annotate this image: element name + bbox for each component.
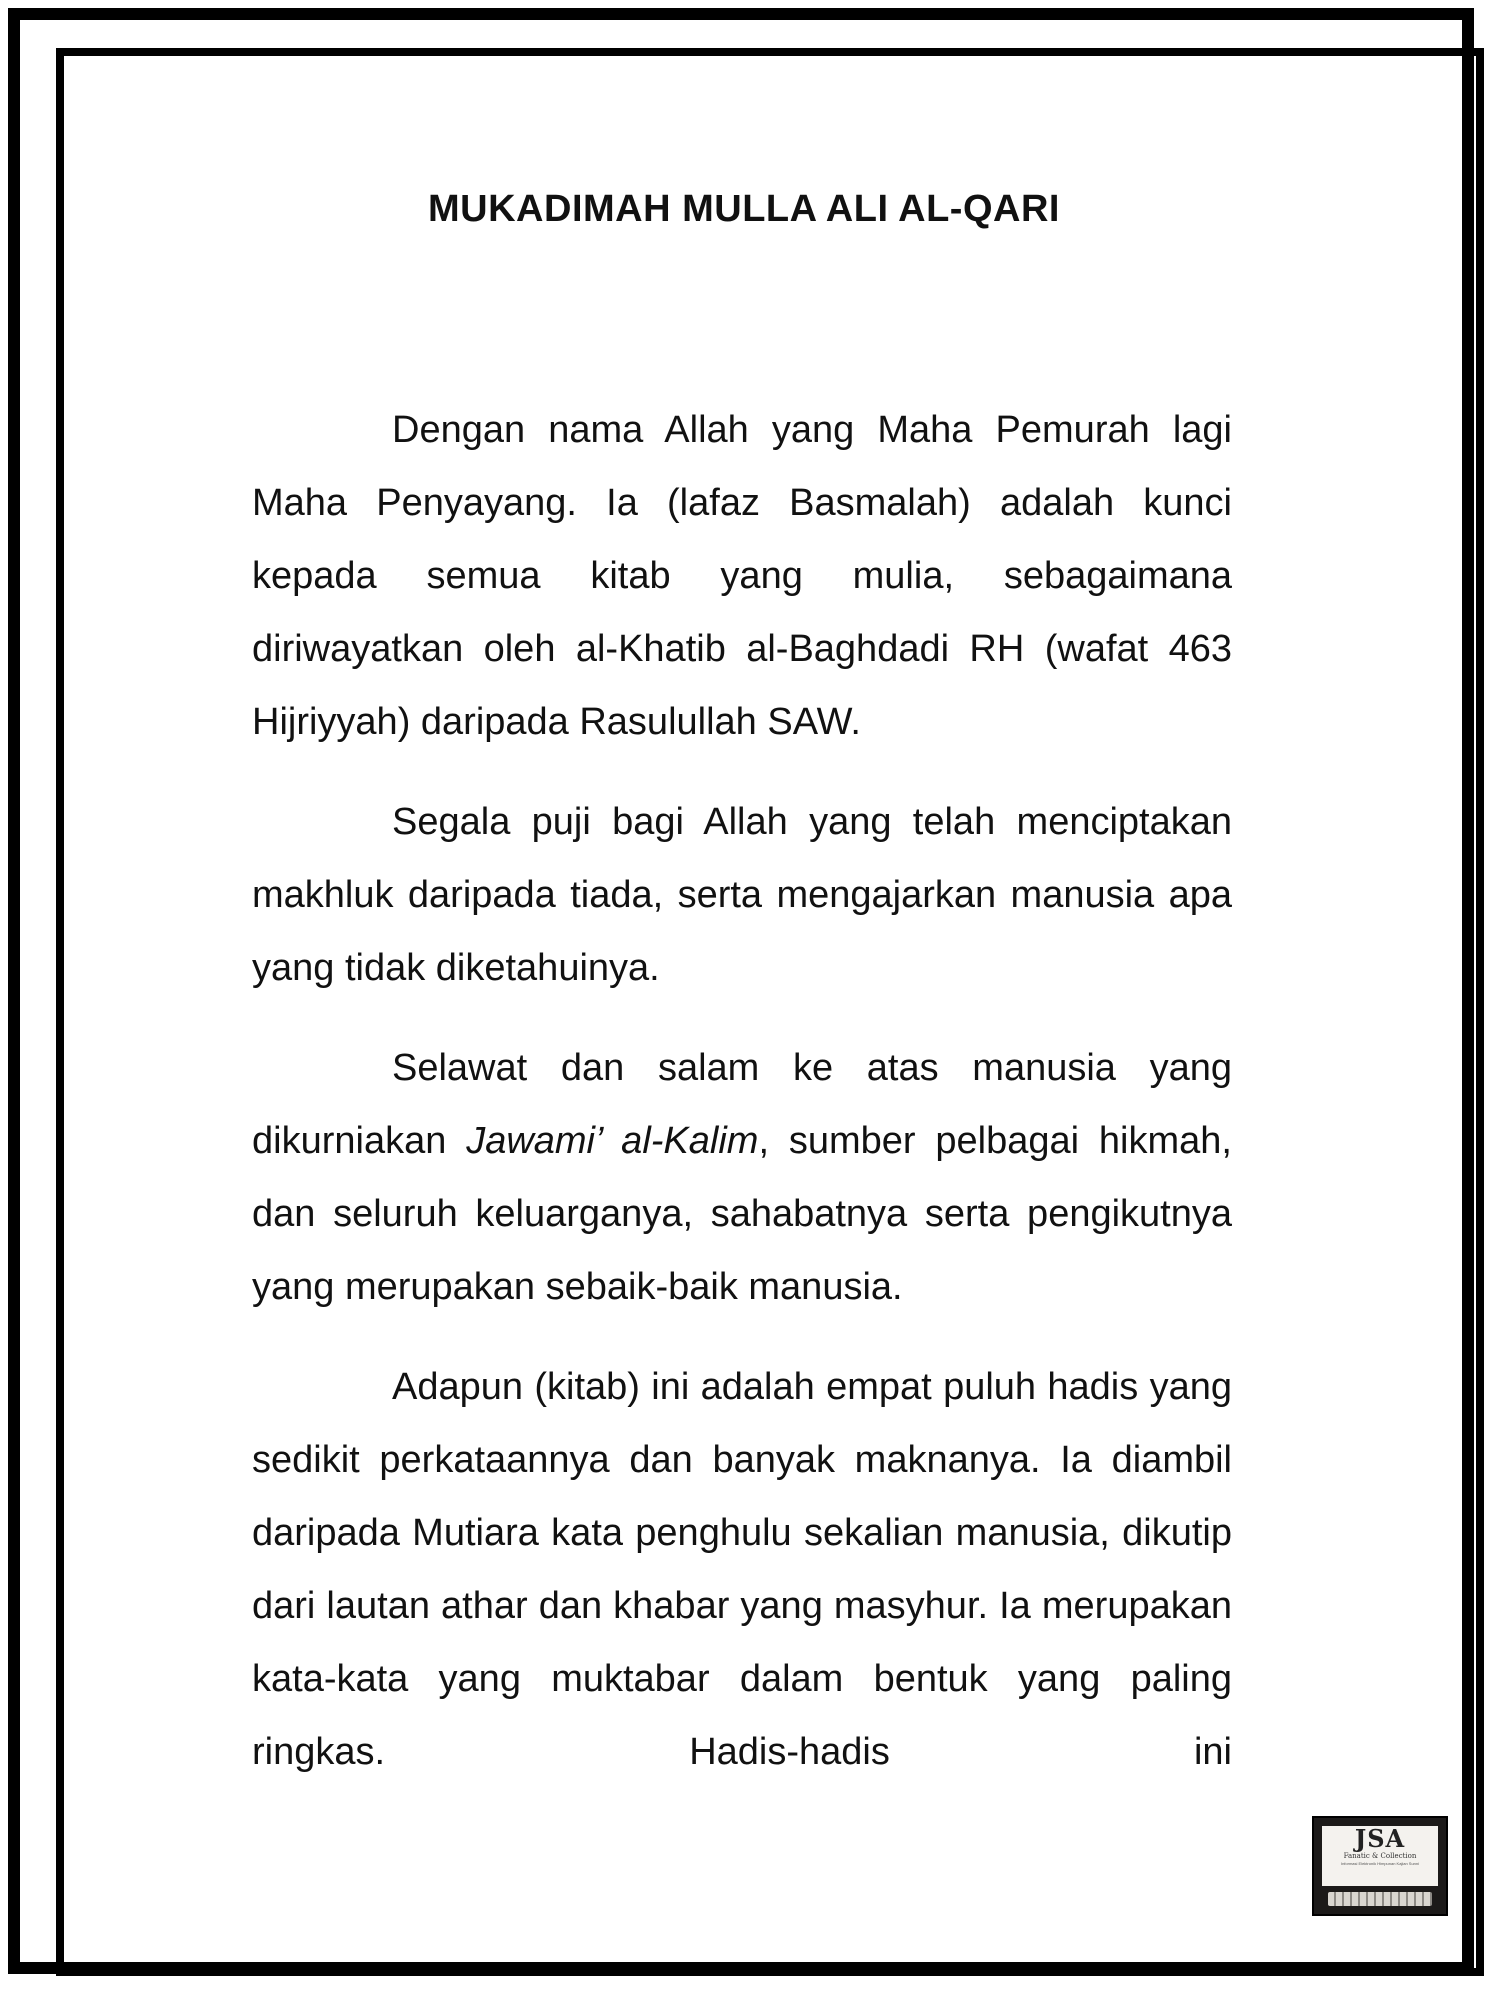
jsa-logo-screen bbox=[1322, 1826, 1438, 1886]
paragraph bbox=[252, 786, 1232, 1005]
paragraph-text: Selawat dan salam ke atas manusia yang dikurniakan bbox=[252, 1047, 1232, 1162]
paragraph-text: Adapun (kitab) ini adalah empat puluh hadis yang sedikit perkataannya dan banyak maknanya. Ia diambil daripada Mutiara kata penghulu sekalian manusia, dikutip dari lautan athar dan khabar yang masyhur. Ia merupakan kata-kata yang muktabar dalam bentuk yang paling ringkas. Hadis-hadis ini bbox=[252, 1366, 1232, 1773]
paragraph bbox=[252, 394, 1232, 759]
keyboard-icon bbox=[1328, 1892, 1432, 1906]
italic-term: Jawami’ al-Kalim bbox=[466, 1120, 759, 1162]
page-title: MUKADIMAH MULLA ALI AL-QARI bbox=[428, 188, 1060, 230]
jsa-logo-subtitle: Fanatic & Collection bbox=[1343, 1852, 1417, 1860]
jsa-logo-tagline: Informasi Elektronik Himpunan Kajian Sunni bbox=[1340, 1861, 1420, 1866]
paragraph bbox=[252, 1351, 1232, 1789]
body-text bbox=[252, 394, 1232, 1816]
paragraph-text: Segala puji bagi Allah yang telah menciptakan makhluk daripada tiada, serta mengajarkan manusia apa yang tidak diketahuinya. bbox=[252, 801, 1232, 989]
paragraph bbox=[252, 1032, 1232, 1324]
jsa-logo-mark: JSA bbox=[1354, 1826, 1406, 1853]
jsa-logo bbox=[1312, 1816, 1448, 1916]
paragraph-text: , sumber pelbagai hikmah, dan seluruh keluarganya, sahabatnya serta pengikutnya yang merupakan sebaik-baik manusia. bbox=[252, 1120, 1232, 1308]
paragraph-text: Dengan nama Allah yang Maha Pemurah lagi Maha Penyayang. Ia (lafaz Basmalah) adalah kunci kepada semua kitab yang mulia, sebagaimana diriwayatkan oleh al-Khatib al-Baghdadi RH (wafat 463 Hijriyyah) daripada Rasulullah SAW. bbox=[252, 409, 1232, 743]
